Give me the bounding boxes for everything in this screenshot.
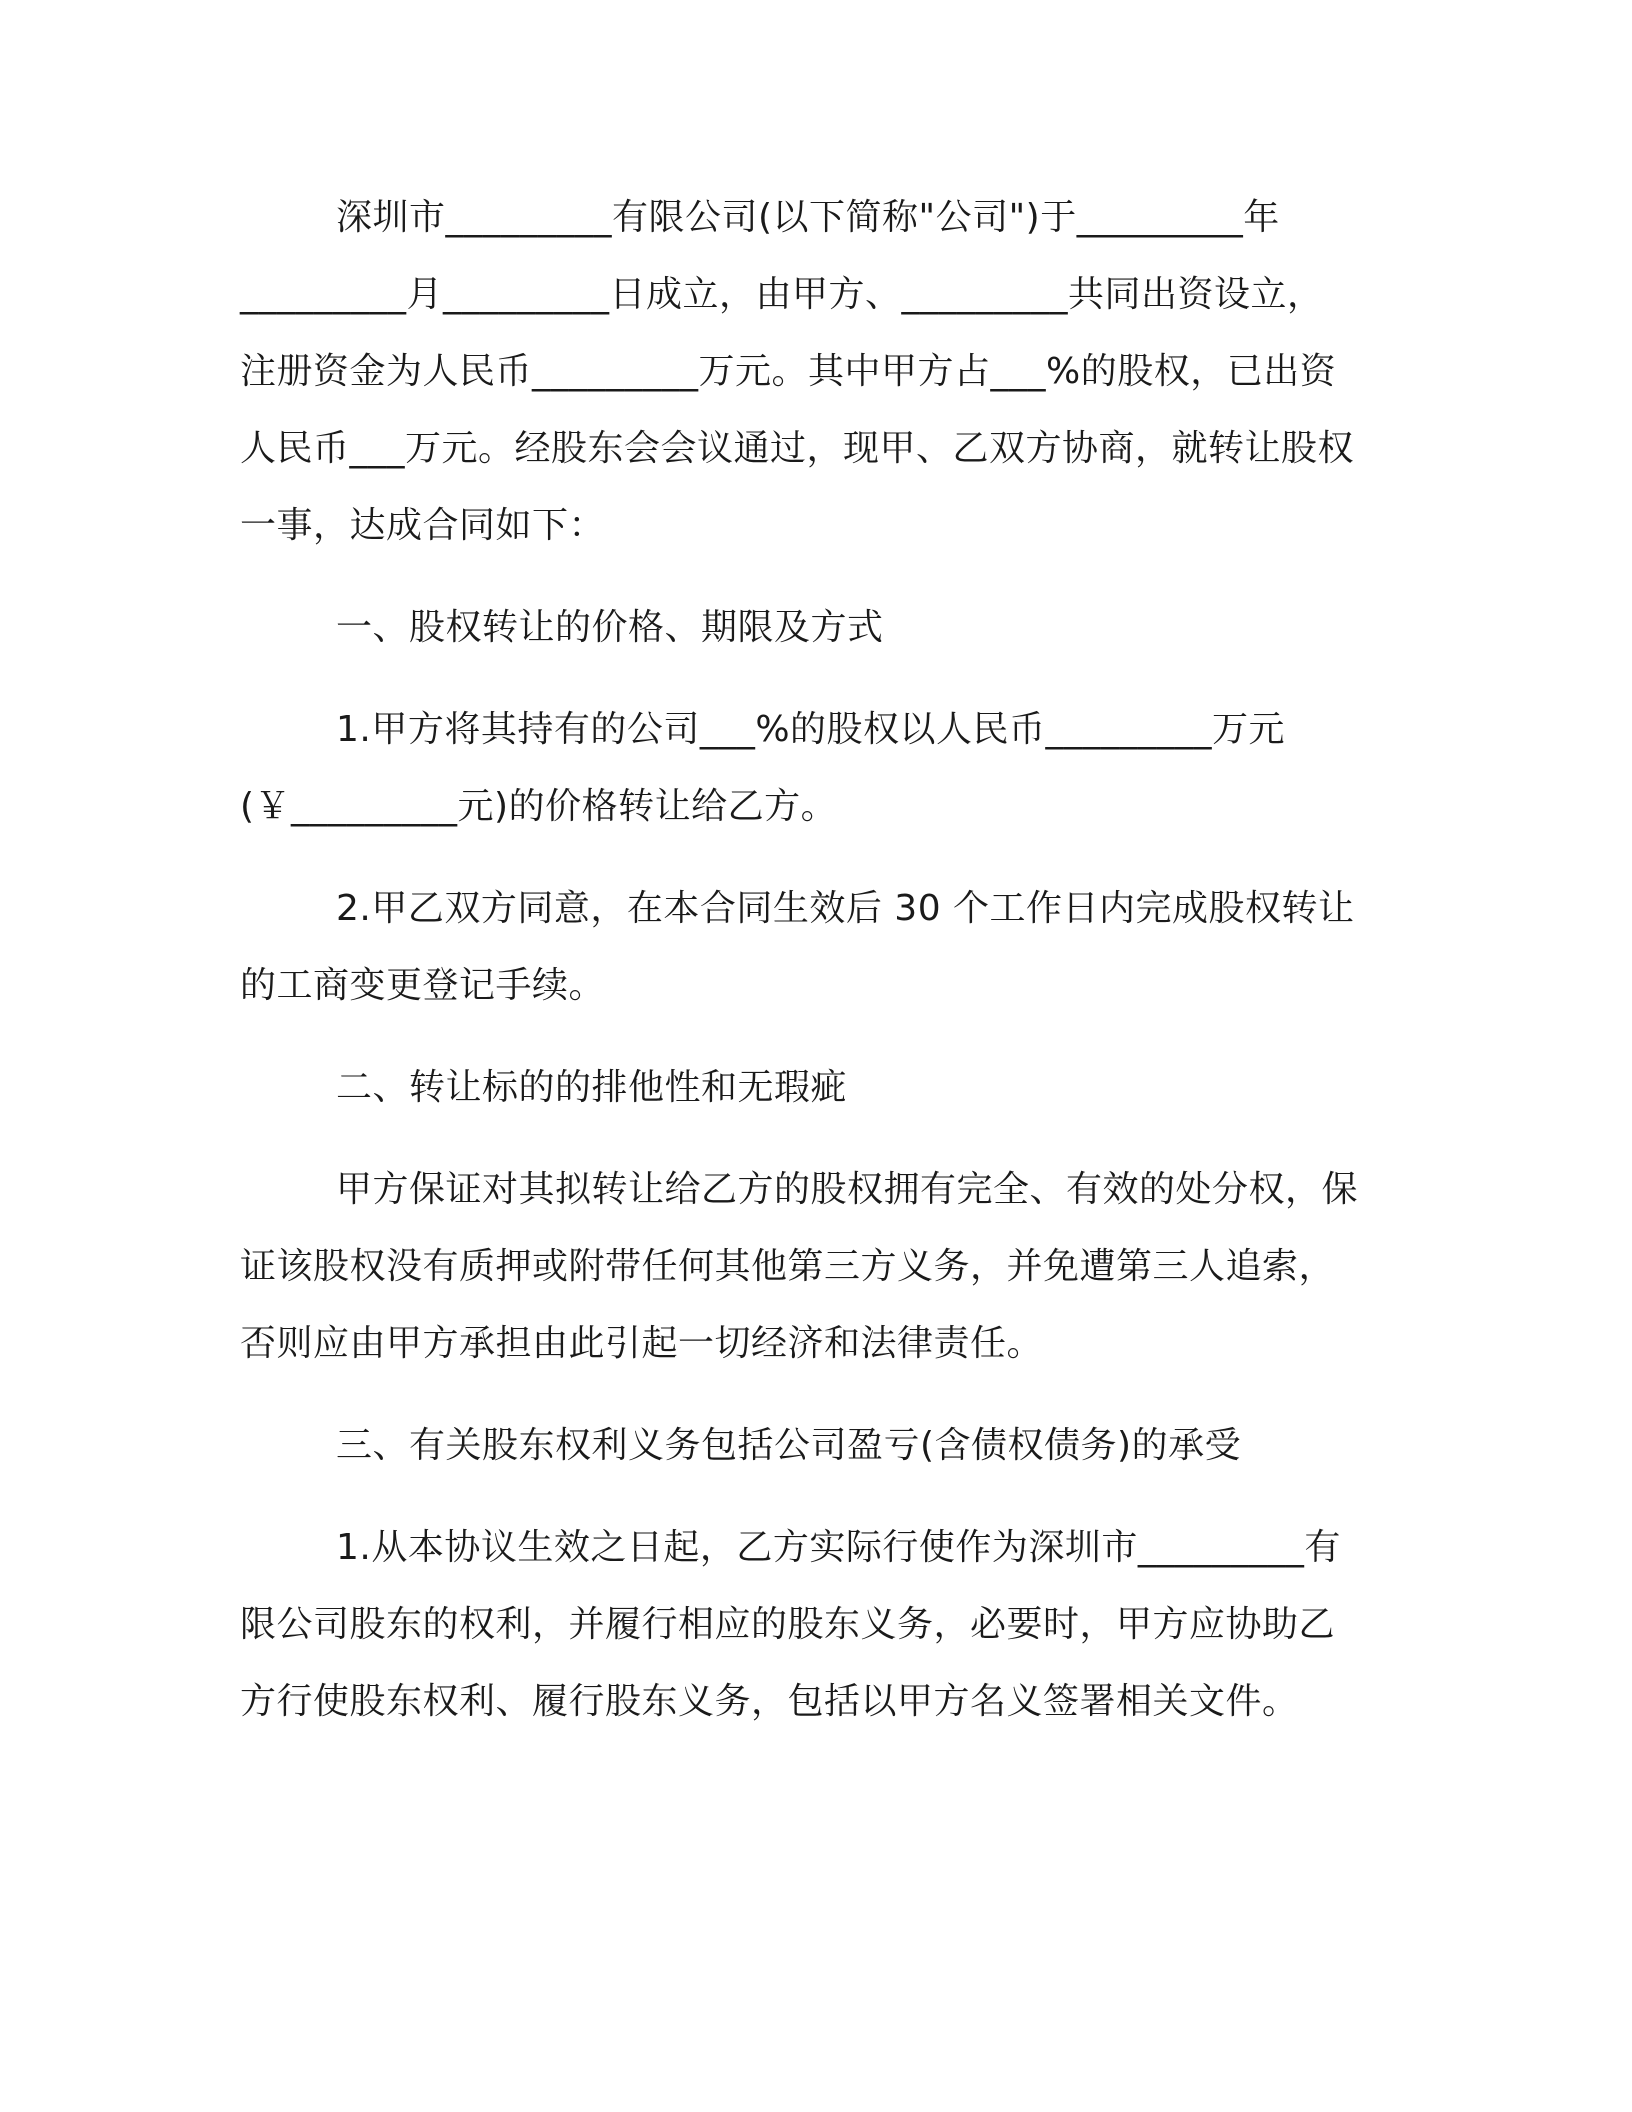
clause-3-1-line-3: 方行使股东权利、履行股东义务，包括以甲方名义签署相关文件。 xyxy=(240,1681,1299,1722)
section-2-line-1: 甲方保证对其拟转让给乙方的股权拥有完全、有效的处分权，保 xyxy=(336,1169,1359,1210)
clause-1-2-line-2: 的工商变更登记手续。 xyxy=(240,965,606,1006)
intro-line-5: 一事，达成合同如下： xyxy=(240,505,606,546)
intro-line-1: 深圳市_________有限公司(以下简称"公司")于_________年 xyxy=(336,197,1280,238)
intro-line-2: _________月_________日成立，由甲方、_________共同出资设立， xyxy=(240,274,1324,315)
section-2-line-3: 否则应由甲方承担由此引起一切经济和法律责任。 xyxy=(240,1323,1044,1364)
section-2-line-2: 证该股权没有质押或附带任何其他第三方义务，并免遭第三人追索， xyxy=(240,1246,1336,1287)
section-heading-2: 二、转让标的的排他性和无瑕疵 xyxy=(336,1067,848,1108)
section-heading-3: 三、有关股东权利义务包括公司盈亏(含债权债务)的承受 xyxy=(336,1425,1242,1466)
clause-3-1-line-2: 限公司股东的权利，并履行相应的股东义务，必要时，甲方应协助乙 xyxy=(240,1604,1336,1645)
clause-1-2-line-1: 2.甲乙双方同意，在本合同生效后 30 个工作日内完成股权转让 xyxy=(336,888,1355,929)
section-heading-1: 一、股权转让的价格、期限及方式 xyxy=(336,607,884,648)
clause-1-1-line-2: (￥_________元)的价格转让给乙方。 xyxy=(240,786,838,827)
clause-3-1-line-1: 1.从本协议生效之日起，乙方实际行使作为深圳市_________有 xyxy=(336,1527,1341,1568)
clause-1-1-line-1: 1.甲方将其持有的公司___%的股权以人民币_________万元 xyxy=(336,709,1286,750)
intro-line-3: 注册资金为人民币_________万元。其中甲方占___%的股权，已出资 xyxy=(240,351,1337,392)
intro-line-4: 人民币___万元。经股东会会议通过，现甲、乙双方协商，就转让股权 xyxy=(240,428,1355,469)
